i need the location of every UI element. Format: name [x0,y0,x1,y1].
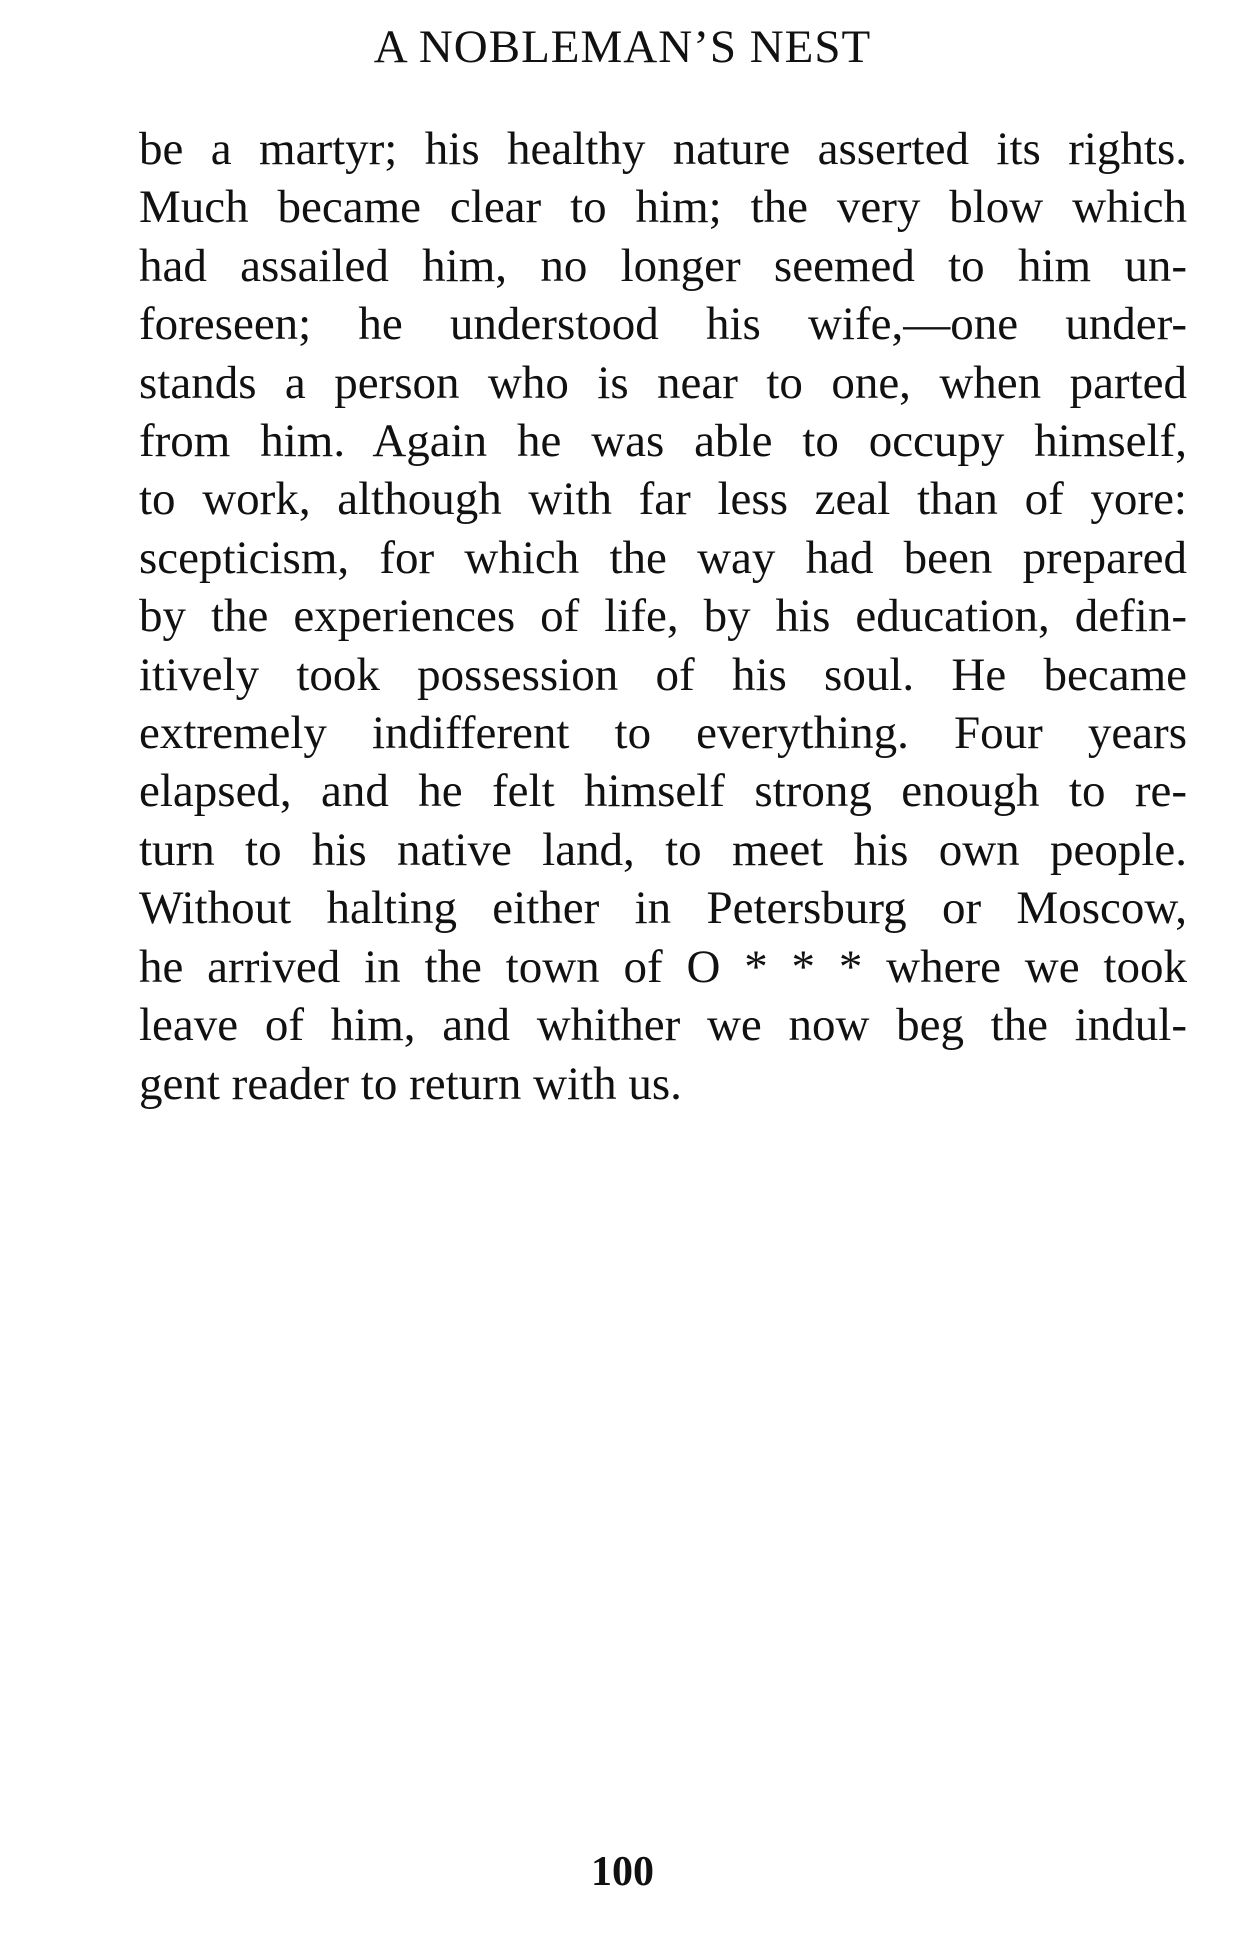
text-line: elapsed, and he felt himself strong enough to re- [139,765,1187,818]
text-line: from him. Again he was able to occupy himself, [139,415,1187,468]
text-line: had assailed him, no longer seemed to him un- [139,239,1187,292]
text-line: turn to his native land, to meet his own people. [139,823,1187,876]
text-line: by the experiences of life, by his education, defin- [139,590,1187,643]
page-number: 100 [591,1849,654,1895]
text-line: extremely indifferent to everything. Four years [139,707,1187,760]
text-line: to work, although with far less zeal than of yore: [139,473,1187,526]
body-text [139,120,1187,1113]
text-line: Much became clear to him; the very blow which [139,181,1187,234]
text-line: Without halting either in Petersburg or Moscow, [139,882,1187,935]
text-line: itively took possession of his soul. He became [139,648,1187,701]
text-line: be a martyr; his healthy nature asserted its rights. [139,123,1187,175]
text-line: scepticism, for which the way had been prepared [139,531,1187,584]
text-line-last: gent reader to return with us. [139,1057,682,1110]
running-head: A NOBLEMAN’S NEST [373,21,872,73]
text-line: foreseen; he understood his wife,—one under- [139,298,1187,351]
text-line: stands a person who is near to one, when parted [139,356,1187,409]
text-line: leave of him, and whither we now beg the indul- [139,999,1187,1052]
text-line: he arrived in the town of O * * * where we took [139,940,1187,993]
